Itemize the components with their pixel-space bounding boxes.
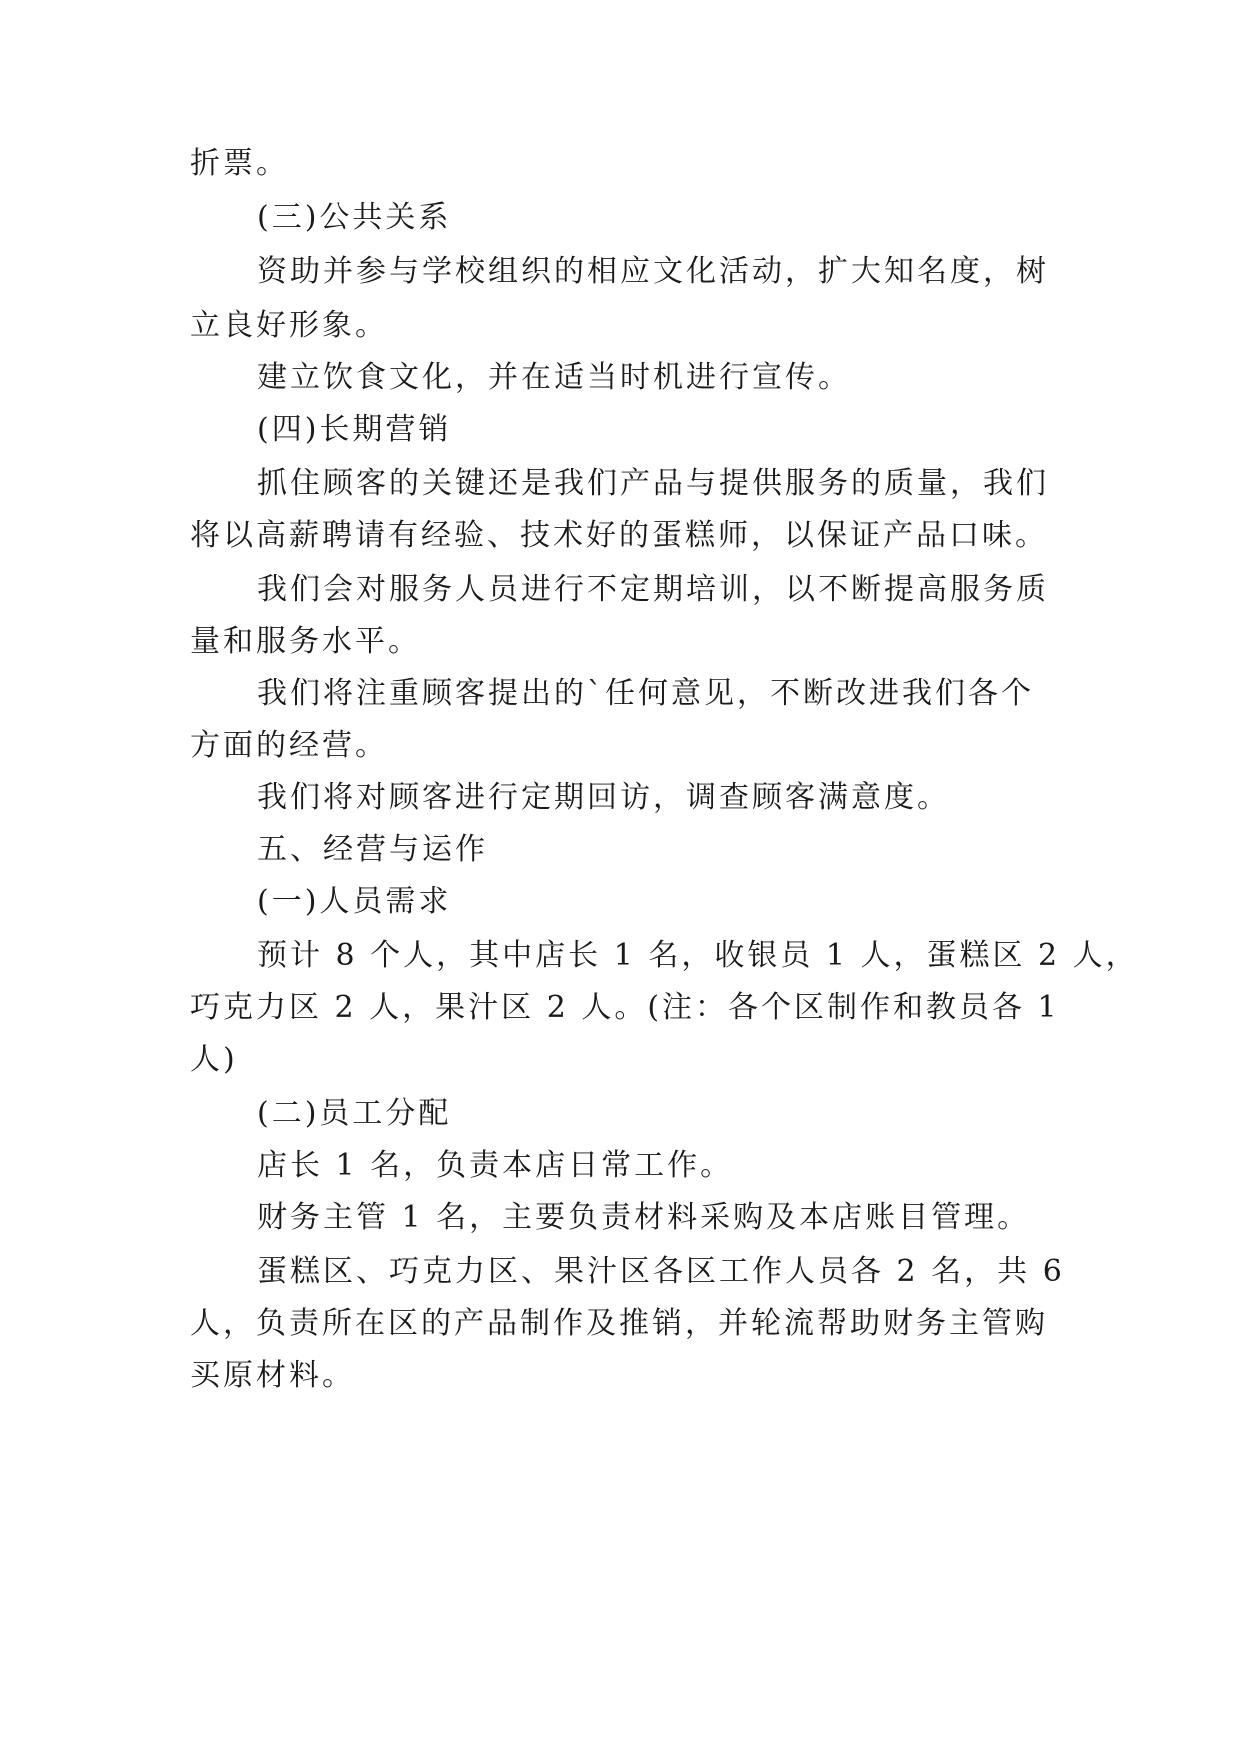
text-line: 立良好形象。 <box>190 308 388 343</box>
section-heading: 五、经营与运作 <box>257 832 488 867</box>
text-line: 人，负责所在区的产品制作及推销，并轮流帮助财务主管购 <box>190 1306 1048 1341</box>
paragraph-line: 抓住顾客的关键还是我们产品与提供服务的质量，我们 <box>257 466 1049 501</box>
text-line: 巧克力区 2 人，果汁区 2 人。(注：各个区制作和教员各 1 <box>190 990 1060 1025</box>
text-line: 买原材料。 <box>190 1358 355 1393</box>
paragraph-line: 蛋糕区、巧克力区、果汁区各区工作人员各 2 名，共 6 <box>257 1254 1065 1289</box>
section-heading: (二)员工分配 <box>257 1096 452 1131</box>
text-line: 人) <box>190 1042 238 1077</box>
text-line: 方面的经营。 <box>190 728 388 763</box>
section-heading: (三)公共关系 <box>257 200 452 235</box>
section-heading: (一)人员需求 <box>257 884 452 919</box>
paragraph-line: 店长 1 名，负责本店日常工作。 <box>257 1148 734 1183</box>
text-line: 将以高薪聘请有经验、技术好的蛋糕师，以保证产品口味。 <box>190 518 1048 553</box>
text-line: 量和服务水平。 <box>190 624 421 659</box>
paragraph-line: 我们会对服务人员进行不定期培训，以不断提高服务质 <box>257 572 1049 607</box>
paragraph-line: 我们将注重顾客提出的`任何意见，不断改进我们各个 <box>257 676 1034 711</box>
paragraph-line: 建立饮食文化，并在适当时机进行宣传。 <box>257 360 851 395</box>
text-line: 折票。 <box>190 146 289 181</box>
section-heading: (四)长期营销 <box>257 412 452 447</box>
paragraph-line: 预计 8 个人，其中店长 1 名，收银员 1 人，蛋糕区 2 人， <box>257 938 1139 973</box>
paragraph-line: 资助并参与学校组织的相应文化活动，扩大知名度，树 <box>257 254 1049 289</box>
paragraph-line: 财务主管 1 名，主要负责材料采购及本店账目管理。 <box>257 1200 1031 1235</box>
paragraph-line: 我们将对顾客进行定期回访，调查顾客满意度。 <box>257 780 950 815</box>
